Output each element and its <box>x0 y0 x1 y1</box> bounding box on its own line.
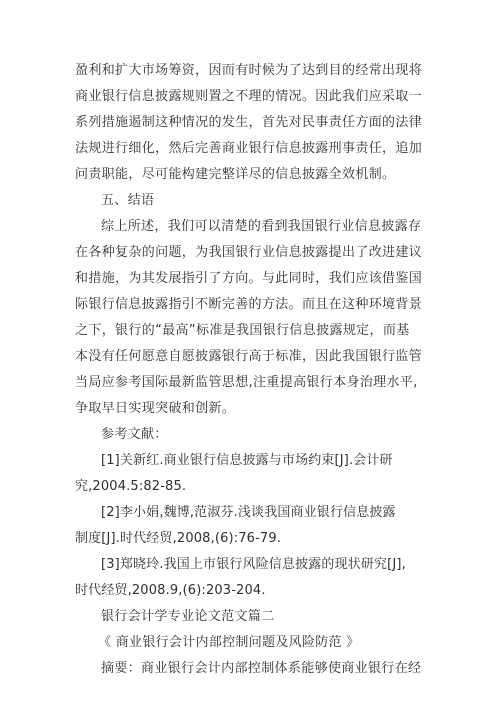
references-heading: 参考文献： <box>101 427 168 442</box>
body-text-line: 和措施，为其发展指引了方向。与此同时，我们应该借鉴国 <box>75 271 423 286</box>
reference-item: [3]郑晓玲.我国上市银行风险信息披露的现状研究[J], <box>101 557 406 572</box>
next-article-label: 银行会计学专业论文范文篇二 <box>101 609 275 624</box>
body-text-line: 综上所述，我们可以清楚的看到我国银行业信息披露存 <box>101 219 422 234</box>
body-text-line: 际银行信息披露指引不断完善的方法。而且在这种环境背景 <box>75 297 423 312</box>
reference-item-continuation: 制度[J].时代经贸,2008,(6):76-79. <box>75 531 282 546</box>
reference-item: [1]关新红.商业银行信息披露与市场约束[J].会计研 <box>101 453 393 468</box>
reference-item: [2]李小娟,魏博,范淑芬.浅谈我国商业银行信息披露 <box>101 505 396 520</box>
body-text-line: 争取早日实现突破和创新。 <box>75 401 236 416</box>
body-text-line: 系列措施遏制这种情况的发生，首先对民事责任方面的法律 <box>75 115 423 130</box>
section-heading: 五、结语 <box>101 193 155 208</box>
body-text-line: 当局应参考国际最新监管思想,注重提高银行本身治理水平, <box>75 375 418 390</box>
body-text-line: 之下，银行的“最高”标准是我国银行信息披露规定，而基 <box>75 323 410 338</box>
body-text-line: 商业银行信息披露规则置之不理的情况。因此我们应采取一 <box>75 89 423 104</box>
body-text-line: 问责职能，尽可能构建完整详尽的信息披露全效机制。 <box>75 167 396 182</box>
body-text-line: 本没有任何愿意自愿披露银行高于标准，因此我国银行监管 <box>75 349 423 364</box>
reference-item-continuation: 时代经贸,2008.9,(6):203-204. <box>75 583 266 598</box>
body-text-line: 法规进行细化，然后完善商业银行信息披露刑事责任，追加 <box>75 141 423 156</box>
reference-item-continuation: 究,2004.5:82-85. <box>75 479 187 494</box>
body-text-line: 盈利和扩大市场筹资，因而有时候为了达到目的经常出现将 <box>75 63 423 78</box>
body-text-line: 在各种复杂的问题，为我国银行业信息披露提出了改进建议 <box>75 245 423 260</box>
next-article-title: 《 商业银行会计内部控制问题及风险防范 》 <box>98 635 360 650</box>
abstract-line: 摘要：商业银行会计内部控制体系能够使商业银行在经 <box>101 661 422 676</box>
